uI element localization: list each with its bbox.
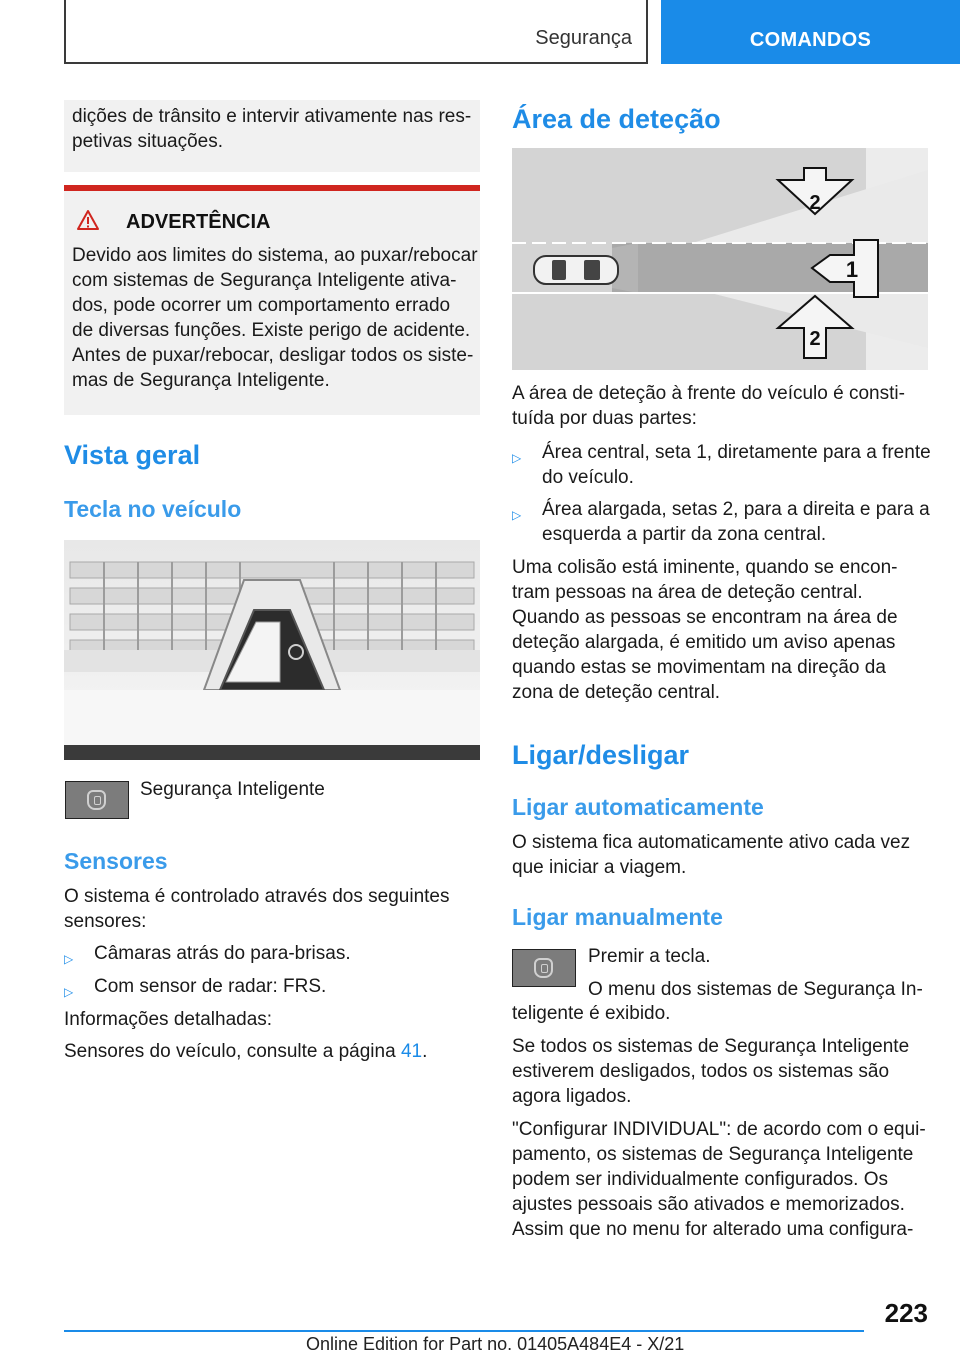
intro-line: petivas situações.	[72, 131, 224, 152]
sensors-heading: Sensores	[64, 848, 168, 874]
area-bullet	[512, 497, 932, 547]
manual-heading: Ligar manualmente	[512, 904, 723, 930]
warning-line: Devido aos limites do sistema, ao puxar/rebocar	[72, 245, 478, 266]
warning-line: Antes de puxar/rebocar, desligar todos os siste-	[72, 345, 474, 366]
warning-line: com sistemas de Segurança Inteligente ativa-	[72, 270, 457, 291]
auto-line: O sistema fica automaticamente ativo cada vez	[512, 832, 911, 853]
warning-line: mas de Segurança Inteligente.	[72, 370, 330, 391]
page-link[interactable]: 41	[400, 1041, 423, 1062]
auto-line: que iniciar a viagem.	[512, 857, 687, 878]
details-end: .	[422, 1041, 428, 1062]
all-off-line: agora ligados.	[512, 1086, 632, 1107]
bullet-marker: ▷	[512, 451, 522, 465]
onoff-heading: Ligar/desligar	[512, 740, 690, 770]
bullet-line: do veículo.	[542, 467, 634, 488]
sensors-text	[64, 884, 449, 934]
intro-box	[64, 100, 480, 172]
auto-heading: Ligar automaticamente	[512, 794, 764, 820]
sensor-bullet	[64, 974, 480, 1005]
individual-line: "Configurar INDIVIDUAL": de acordo com o equi-	[512, 1119, 926, 1140]
all-off-line: Se todos os sistemas de Segurança Inteligente	[512, 1036, 910, 1057]
area-intro-line: tuída por duas partes:	[512, 408, 697, 429]
all-off-text	[512, 1034, 909, 1109]
warning-text	[72, 243, 478, 393]
individual-line: podem ser individualmente configurados. Os	[512, 1169, 888, 1190]
sensor-bullet	[64, 941, 480, 972]
warning-bar	[64, 185, 480, 191]
warning-line: dos, pode ocorrer um comportamento errado	[72, 295, 451, 316]
manual-press: Premir a tecla.	[588, 946, 711, 967]
individual-text	[512, 1117, 926, 1242]
intelligent-safety-key	[512, 949, 576, 987]
key-heading: Tecla no veículo	[64, 496, 242, 522]
collision-line: Uma colisão está iminente, quando se encon-	[512, 557, 898, 578]
details-reference	[64, 1039, 427, 1064]
individual-line: pamento, os sistemas de Segurança Inteligente	[512, 1144, 914, 1165]
intelligent-safety-icon	[534, 958, 553, 978]
intro-text	[72, 104, 471, 154]
manual-menu: O menu dos sistemas de Segurança In-	[588, 979, 923, 1000]
collision-line: zona de deteção central.	[512, 682, 721, 703]
warning-line: de diversas funções. Existe perigo de acidente.	[72, 320, 471, 341]
vehicle-key-illustration	[64, 540, 480, 760]
collision-line: quando estas se movimentam na direção da	[512, 657, 886, 678]
key-caption: Segurança Inteligente	[140, 779, 325, 800]
individual-line: Assim que no menu for alterado uma configura-	[512, 1219, 914, 1240]
area-intro	[512, 381, 905, 431]
collision-text	[512, 555, 898, 705]
area-intro-line: A área de deteção à frente do veículo é consti-	[512, 383, 905, 404]
arrow-1-label: 1	[845, 257, 859, 282]
warning-box	[64, 185, 480, 415]
car-icon	[534, 256, 618, 284]
details-label: Informações detalhadas:	[64, 1009, 273, 1030]
arrow-2-top-label: 2	[809, 192, 821, 214]
bullet-marker: ▷	[64, 952, 74, 966]
header-tab	[661, 0, 960, 64]
bullet-line: esquerda a partir da zona central.	[542, 524, 827, 545]
area-heading: Área de deteção	[512, 104, 721, 134]
bullet-marker: ▷	[64, 985, 74, 999]
arrow-2-bottom-label: 2	[809, 328, 821, 350]
all-off-line: estiverem desligados, todos os sistemas são	[512, 1061, 890, 1082]
details-text: Sensores do veículo, consulte a página	[64, 1041, 401, 1062]
bullet-text: Com sensor de radar: FRS.	[94, 976, 327, 997]
warning-title: ADVERTÊNCIA	[126, 211, 271, 233]
page-number: 223	[884, 1298, 928, 1328]
bullet-text	[542, 440, 931, 490]
bullet-text: Câmaras atrás do para-brisas.	[94, 943, 351, 964]
auto-text	[512, 830, 910, 880]
bullet-text	[542, 497, 930, 547]
individual-line: ajustes pessoais são ativados e memorizados.	[512, 1194, 905, 1215]
area-bullet	[512, 440, 932, 490]
footer-edition: Online Edition for Part no. 01405A484E4 - X/21	[306, 1334, 685, 1354]
warning-icon	[76, 209, 100, 231]
header-section-box	[64, 0, 648, 64]
collision-line: tram pessoas na área de deteção central.	[512, 582, 863, 603]
manual-menu-cont: teligente é exibido.	[512, 1003, 671, 1024]
collision-line: Quando as pessoas se encontram na área de	[512, 607, 898, 628]
collision-line: deteção alargada, é emitido um aviso apenas	[512, 632, 896, 653]
detection-area-diagram	[512, 148, 928, 370]
intro-line: dições de trânsito e intervir ativamente nas res-	[72, 106, 472, 127]
overview-heading: Vista geral	[64, 440, 201, 470]
footer-rule	[64, 1330, 864, 1332]
header-section-label: Segurança	[535, 27, 632, 49]
bullet-line: Área alargada, setas 2, para a direita e para a	[542, 499, 930, 520]
intelligent-safety-icon	[87, 790, 106, 810]
bullet-line: Área central, seta 1, diretamente para a frente	[542, 442, 931, 463]
sensors-line: sensores:	[64, 911, 147, 932]
header-tab-label: COMANDOS	[749, 29, 872, 51]
intelligent-safety-key	[65, 781, 129, 819]
sensors-line: O sistema é controlado através dos seguintes	[64, 886, 450, 907]
bullet-marker: ▷	[512, 508, 522, 522]
